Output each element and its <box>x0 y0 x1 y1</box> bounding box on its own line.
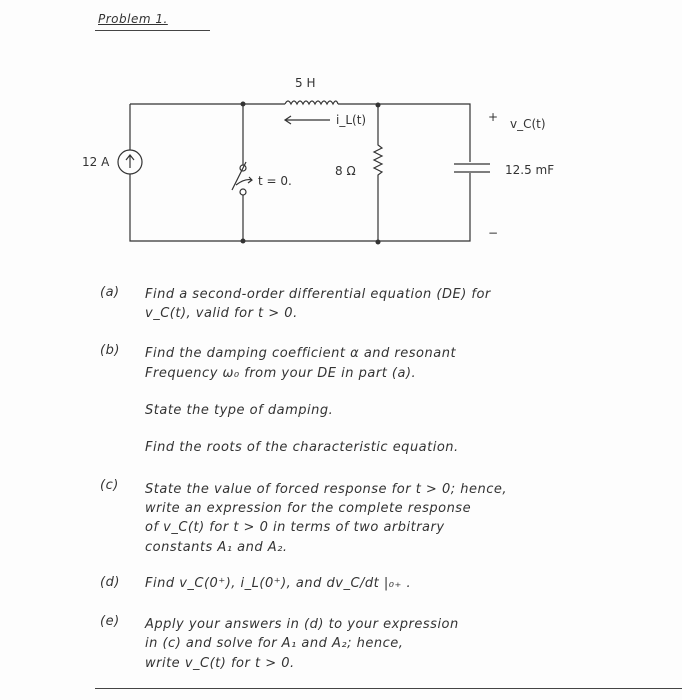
part-c-line: State the value of forced response for t > 0; hence, <box>145 482 507 497</box>
part-e-line: write v_C(t) for t > 0. <box>145 656 295 671</box>
resistor-icon <box>374 104 382 241</box>
part-b-line: Find the damping coefficient α and resonant <box>145 346 457 361</box>
arrow-up-icon <box>126 155 134 168</box>
part-a-line: v_C(t), valid for t > 0. <box>145 306 298 321</box>
wire <box>130 104 470 241</box>
part-d-line: Find v_C(0⁺), i_L(0⁺), and dv_C/dt |₀₊ . <box>145 576 412 591</box>
part-d-label: (d) <box>100 575 120 590</box>
part-b-line: State the type of damping. <box>145 403 334 418</box>
current-arrow-icon <box>285 116 330 124</box>
voltage-label: v_C(t) <box>510 117 546 131</box>
part-c-line: of v_C(t) for t > 0 in terms of two arbitrary <box>145 520 445 535</box>
source-label: 12 A <box>82 155 110 169</box>
part-b-line: Find the roots of the characteristic equation. <box>145 440 459 455</box>
part-c-label: (c) <box>100 478 119 493</box>
part-e-label: (e) <box>100 614 120 629</box>
part-a-label: (a) <box>100 285 120 300</box>
part-a-line: Find a second-order differential equation (DE) for <box>145 287 491 302</box>
part-e-line: in (c) and solve for A₁ and A₂; hence, <box>145 636 404 651</box>
part-c-line: constants A₁ and A₂. <box>145 540 288 555</box>
inductor-icon <box>285 101 338 104</box>
part-b-label: (b) <box>100 343 120 358</box>
resistor-label: 8 Ω <box>335 164 356 178</box>
problem-title: Problem 1. <box>98 12 168 26</box>
part-e-line: Apply your answers in (d) to your expression <box>145 617 459 632</box>
switch-label: t = 0. <box>258 174 292 188</box>
inductor-label: 5 H <box>295 76 316 90</box>
plus-sign: + <box>488 110 499 124</box>
divider <box>95 688 682 689</box>
circuit-diagram <box>0 0 682 260</box>
capacitor-label: 12.5 mF <box>505 163 555 177</box>
inductor-current-label: i_L(t) <box>336 113 367 127</box>
part-c-line: write an expression for the complete response <box>145 501 472 516</box>
minus-sign: − <box>488 226 499 240</box>
part-b-line: Frequency ω₀ from your DE in part (a). <box>145 366 417 381</box>
capacitor-icon <box>454 164 490 172</box>
